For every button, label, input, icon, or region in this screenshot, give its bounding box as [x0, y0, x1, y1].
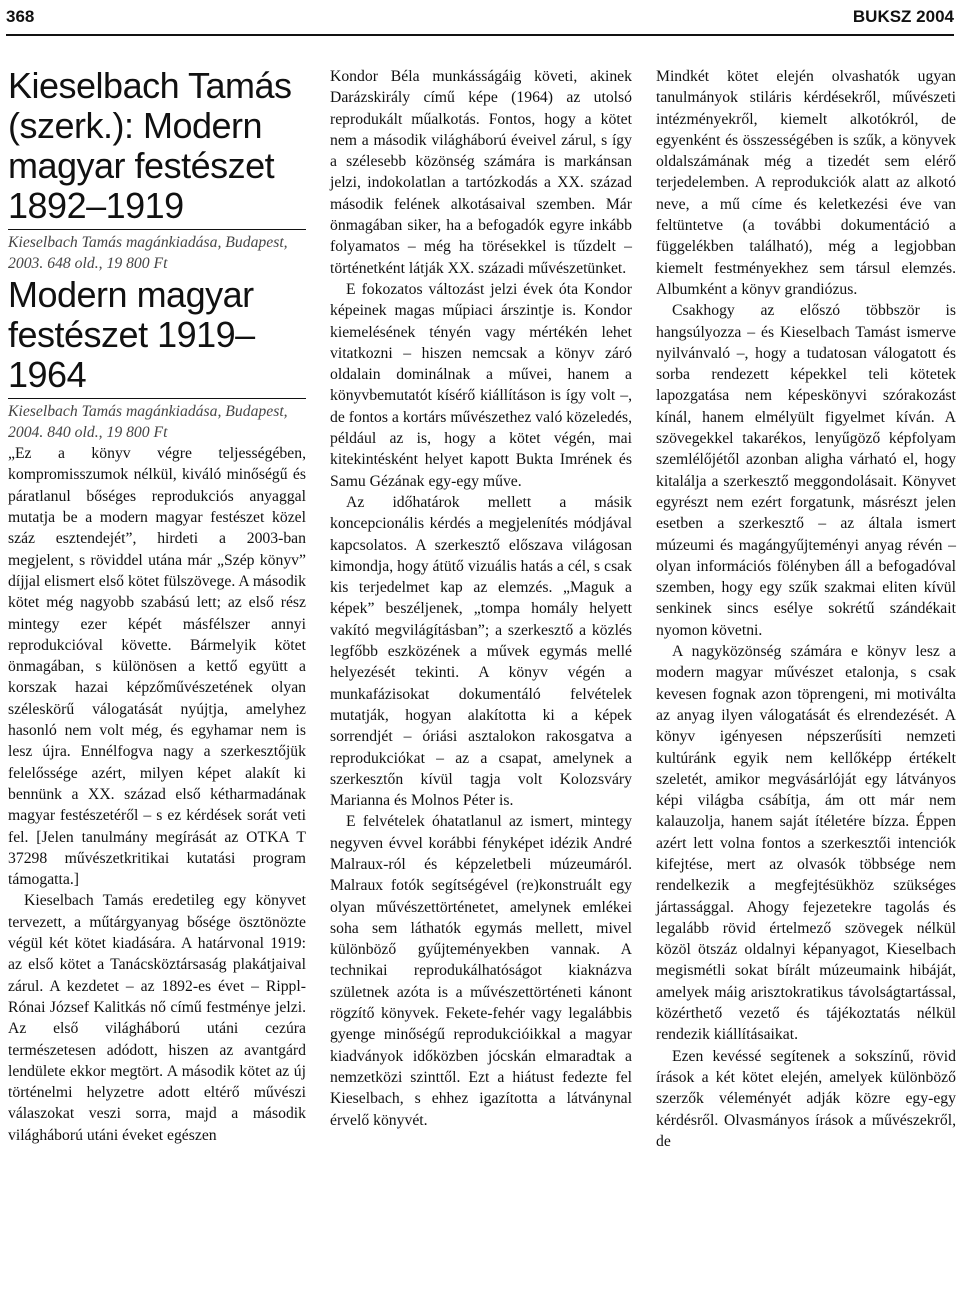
page-number: 368: [6, 7, 35, 26]
paragraph: Mindkét kötet elején olvashatók ugyan tanulmányok stiláris kérdésekről, művészeti intézményekről, kiemelt alkotókról, de egyenként és összességében is szűk, a könyvek oldalszámának még a tizedét sem elérő terjedelemben. A reprodukciók alatt az alkotó neve, a mű címe és keletkezési éve van feltüntetve (a további dokumentáció a függelékben található), még a legjobban kiemelt festményekhez sem társul elemzés. Albumként a könyv grandiózus.: [656, 68, 956, 298]
paragraph: E fokozatos változást jelzi évek óta Kondor képeinek magas műpiaci árszintje is. Kondor kiemelésének tényén vagy mértékén lehet vitatkozni – hiszen nemcsak a könyv záró oldalain dominálnak a művei, hanem a könyvbemutatót kísérő kiállításon is így volt –, de fontos a kortárs művészethez való közeledés, például az is, hogy a kötet végén, mai kitekintésként helyet kapott Bukta Imrének és Samu Gézának egy-egy műve.: [330, 280, 632, 490]
paragraph: A nagyközönség számára e könyv lesz a modern magyar művészet etalonja, s csak kevesen fognak azon töprengeni, mi motiválta az anyag ilyen válogatását és elrendezését. A könyv igényesen népszerűsíti nemzeti kultúránk egyik nem kellőképp értékelt szeletét, amikor megvásárlóját egy látványos képi világba csábítja, ám ott már nem kalauzolja, hanem saját ítéletére bízza. Éppen azért lett volna fontos a szerkesztői intenciók kifejtése, mert az olvasók többsége nem rendelkezik a megfejtésükhöz szükséges jártassággal. Ahogy fejezetekre tagolás és legalább rövid értelmező szövegek nélkül közöl ötszáz oldalnyi képanyagot, Kieselbach megismétli sokat bírált múzeumaink hibáját, amelyek máig arisztokratikus távolságtartással, közérthető vezető és tájékoztatás nélkül rendezik kiállításaikat.: [656, 643, 956, 1044]
journal-name: BUKSZ 2004: [852, 7, 954, 26]
paragraph: Csakhogy az előszó többször is hangsúlyozza – és Kieselbach Tamást ismerve nyilvánvaló –, hogy a tudatosan válogatott és sorba rendezett képekkel teli kötetek lapozgatása nem képeskönyvi szórakozást kínál, hanem elmélyült figyelmet kíván. A szövegekkel takarékos, lenyűgöző képfolyam szemlélőjétől azonban aligha várható el, hogy kitalálja a szerkesztő meggondolásait. Könyvet egyrészt nem ezért forgatunk, másrészt jelen esetben a szerkesztő – az általa ismert múzeumi és magángyűjteményi anyag révén – olyan információs fölényben áll a befogadóval szemben, hogy egy szűk szakmai eliten kívül senkinek sincs esélye sokrétű szándékait nyomon követni.: [656, 302, 956, 639]
paragraph: Kieselbach Tamás eredetileg egy könyvet tervezett, a műtárgyanyag bősége ösztönözte végül két kötet kiadására. A határvonal 1919: az első kötet a Tanácsköztársaság plakátjaival zárul. A kezdetet – az 1892-es évet – Rippl-Rónai József Kalitkás nő című festménye jelzi. Az első világháború utáni cezúra természetesen adódott, hiszen az avantgárd lendülete ekkor megtört. A második kötet az új történelmi helyzetre adott eltérő művészi válaszokat veszi sorra, majd a második világháború utáni éveket egészen: [8, 892, 306, 1144]
paragraph: Ezen kevéssé segítenek a sokszínű, rövid írások a két kötet elején, amelyek különböző szerzők véleményét adják közre egy-egy kérdésről. Olvasmányos írások a művészekről, de: [656, 1047, 956, 1150]
paragraph: „Ez a könyv végre teljességében, kompromisszumok nélkül, kiváló minőségű és páratlanul bőséges reprodukciós anyaggal mutatja be a modern magyar festészet közel száz esztendejét”, hirdeti a 2003-ban megjelent, s röviddel utána már „Szép könyv” díjjal elismert első kötet fülszövege. A második kötet még nagyobb szabású lett; az első rész mintegy ezer képét másfélszer annyi reprodukcióval követte. Bármelyik kötet önmagában, s különösen a kettő együtt a korszak hazai képzőművészetének olyan széleskörű válogatását nyújtja, amelyhez hasonló nem volt még, és egyhamar nem is lesz újra. Ennélfogva nagy a szerkesztőjük felelőssége azért, milyen képet alakít ki bennünk a XX. század első kétharmadának magyar festészetéről – s ez kérdések sorát veti fel. [Jelen tanulmány megírását az OTKA T 37298 művészetkritikai kutatási program támogatta.]: [8, 445, 306, 889]
column-3: [656, 66, 956, 1152]
paragraph: Az időhatárok mellett a másik koncepcionális kérdés a megjelenítés módjával kapcsolatos. A szerkesztő előszava világosan kimondja, hogy átütő vizuális hatás a cél, s csak kis terjedelmet kap az elemzés. „Maguk a képek” beszéljenek, „tompa homály helyett vakító megvilágításban”; a szerkesztő a közlés legfőbb eszközének a művek egymás mellé helyezését tekinti. A könyv végén a munkafázisokat dokumentáló felvételek mutatják, hogyan alakította ki a képek sorrendjét – óriási asztalokon rakosgatva a reprodukciókat – az a csapat, amelynek a szerkesztőn kívül tagja volt Kolozsváry Marianna és Molnos Péter is.: [330, 493, 632, 810]
book-title-2: Modern magyar festészet 1919–1964: [8, 273, 255, 395]
column-1: [8, 66, 306, 1146]
paragraph: Kondor Béla munkásságáig követi, akinek Darázskirály című képe (1964) az utolsó reprodukált műalkotás. Fontos, hogy a kötet nem a második világháború éveivel zárul, s így a szélesebb közönség számára is markánsan jelzi, indokolatlan a tartózkodás a XX. század második felének alkotásaival szemben. Már önmagában siker, ha a befogadók egyre inkább folyamatos – még ha törésekkel is tűzdelt – történetként látják XX. századi művészetünket.: [330, 68, 632, 277]
book-publisher-1: Kieselbach Tamás magánkiadása, Budapest, 2003. 648 old., 19 800 Ft: [8, 229, 306, 275]
column-2: [330, 66, 632, 1131]
book-title-1: Kieselbach Tamás (szerk.): Modern magyar festészet 1892–1919: [8, 65, 292, 226]
running-header: [6, 0, 954, 36]
book-publisher-2: Kieselbach Tamás magánkiadása, Budapest, 2004. 840 old., 19 800 Ft: [8, 398, 306, 444]
paragraph: E felvételek óhatatlanul az ismert, mintegy negyven évvel korábbi fényképet idézik André Malraux-ról és képzeletbeli múzeumáról. Malraux fotók segítségével (re)konstruált egy olyan művészettörténetet, amelynek emlékei soha sem láthatók egymás mellett, mivel különböző gyűjteményekben vannak. A technikai reprodukálhatóságot kiaknázva születnek azóta is a művészettörténeti kánont rögzítő könyvek. Fekete-fehér vagy legalábbis gyenge minőségű reprodukcióikkal a magyar kiadványok időközben jócskán elmaradtak a nemzetközi szinttől. Ezt a hiátust fedezte fel Kieselbach, s ehhez igazította a látványnal érvelő könyvét.: [330, 813, 632, 1129]
